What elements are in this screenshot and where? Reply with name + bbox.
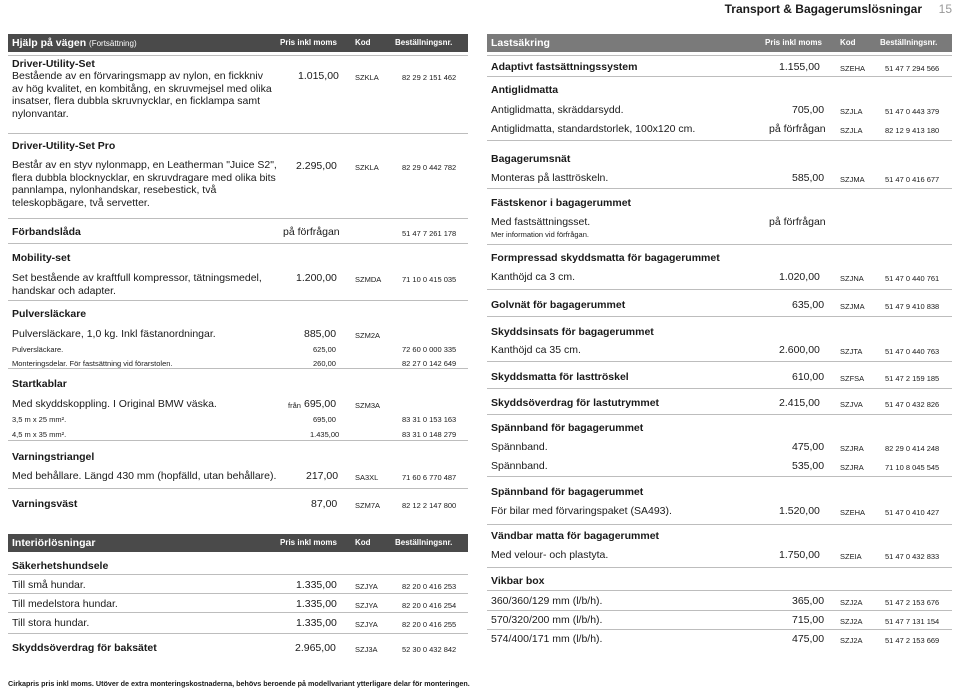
code: SZJ2A — [840, 617, 863, 626]
product-title: Driver-Utility-Set — [12, 58, 95, 70]
order-number: 82 29 0 414 248 — [885, 444, 940, 453]
product-title: Säkerhetshundsele — [12, 560, 109, 572]
price: på förfrågan — [769, 216, 826, 228]
product-line: 574/400/171 mm (l/b/h). — [491, 633, 603, 645]
code: SZJMA — [840, 302, 865, 311]
section-subtitle: (Fortsättning) — [89, 39, 137, 48]
price: 1.155,00 — [779, 61, 820, 73]
product-line: Antiglidmatta, skräddarsydd. — [491, 104, 624, 116]
product-line: 570/320/200 mm (l/b/h). — [491, 614, 603, 626]
col-header-code: Kod — [840, 38, 856, 47]
price: 1.335,00 — [296, 617, 337, 629]
code: SZJYA — [355, 601, 378, 610]
right-column — [487, 34, 952, 645]
footnote: Cirkapris pris inkl moms. Utöver de extra monteringskostnaderna, behövs beroende på modellvariant ytterligare delar för monteringen. — [8, 679, 470, 688]
code: SZJTA — [840, 347, 863, 356]
product-title: Golvnät för bagagerummet — [491, 299, 626, 311]
price: 695,00 — [304, 398, 337, 410]
price: 1.020,00 — [779, 271, 820, 283]
product-desc: Bestående av en förvaringsmapp av nylon, en fickkniv av hög kvalitet, en kombitång, en skruvmejsel med olika insatser, flera dubbla skruvnycklar, en ficklampa samt nylonvantar. — [12, 70, 272, 120]
product-title: Spännband för bagagerummet — [491, 422, 644, 434]
code: SZEIA — [840, 552, 862, 561]
page-number: 15 — [938, 2, 952, 16]
order-number: 82 29 2 151 462 — [402, 73, 457, 82]
code: SA3XL — [355, 473, 379, 482]
order-number: 82 29 0 442 782 — [402, 163, 457, 172]
col-header-price: Pris inkl moms — [280, 538, 337, 547]
price: 625,00 — [313, 345, 336, 354]
divider — [8, 300, 468, 301]
order-number: 51 47 7 294 566 — [885, 64, 940, 73]
product-desc: Med velour- och plastyta. — [491, 549, 609, 561]
order-number: 82 27 0 142 649 — [402, 359, 457, 368]
price: 535,00 — [792, 460, 825, 472]
price: 695,00 — [313, 415, 336, 424]
price: 1.200,00 — [296, 272, 337, 284]
section-title: Hjälp på vägen — [12, 37, 87, 49]
order-number: 51 47 0 440 761 — [885, 274, 940, 283]
price: 610,00 — [792, 371, 825, 383]
divider — [487, 140, 952, 141]
page-title: Transport & Bagagerumslösningar — [724, 2, 922, 16]
product-line: Pulversläckare. — [12, 345, 64, 354]
divider — [487, 244, 952, 245]
product-desc: Set bestående av kraftfull kompressor, tätningsmedel, handskar och adapter. — [12, 272, 262, 297]
divider — [8, 55, 468, 56]
code: SZJYA — [355, 582, 378, 591]
divider — [487, 76, 952, 77]
order-number: 51 47 7 131 154 — [885, 617, 940, 626]
product-title: Mobility-set — [12, 252, 71, 264]
product-desc: Kanthöjd ca 35 cm. — [491, 344, 581, 356]
order-number: 51 47 2 153 676 — [885, 598, 940, 607]
price: 365,00 — [792, 595, 825, 607]
price: 1.750,00 — [779, 549, 820, 561]
col-header-code: Kod — [355, 538, 371, 547]
order-number: 82 20 0 416 253 — [402, 582, 457, 591]
product-desc: Med behållare. Längd 430 mm (hopfälld, utan behållare). — [12, 470, 277, 482]
col-header-price: Pris inkl moms — [280, 38, 337, 47]
price: 2.600,00 — [779, 344, 820, 356]
product-line: 360/360/129 mm (l/b/h). — [491, 595, 603, 607]
code: SZJVA — [840, 400, 863, 409]
product-title: Skyddsöverdrag för baksätet — [12, 642, 157, 654]
product-title: Startkablar — [12, 378, 67, 390]
col-header-order: Beställningsnr. — [880, 38, 938, 47]
price: 217,00 — [306, 470, 339, 482]
product-title: Vikbar box — [491, 575, 545, 587]
divider — [8, 218, 468, 219]
divider — [487, 414, 952, 415]
order-number: 51 47 0 443 379 — [885, 107, 940, 116]
price: 1.435,00 — [310, 430, 340, 439]
code: SZJLA — [840, 107, 863, 116]
code: SZJRA — [840, 463, 864, 472]
order-number: 52 30 0 432 842 — [402, 645, 457, 654]
order-number: 72 60 0 000 335 — [402, 345, 457, 354]
price: 2.965,00 — [295, 642, 336, 654]
divider — [487, 476, 952, 477]
col-header-order: Beställningsnr. — [395, 538, 453, 547]
divider — [8, 574, 468, 575]
divider — [487, 610, 952, 611]
code: SZJYA — [355, 620, 378, 629]
product-line: Till små hundar. — [12, 579, 86, 591]
code: SZEHA — [840, 64, 866, 73]
divider — [487, 55, 952, 56]
page-header — [0, 0, 960, 22]
product-title: Antiglidmatta — [491, 84, 559, 96]
product-desc: Monteras på lasttröskeln. — [491, 172, 609, 184]
divider — [8, 243, 468, 244]
code: SZJ2A — [840, 636, 863, 645]
product-title: Fästskenor i bagagerummet — [491, 197, 632, 209]
order-number: 51 47 2 159 185 — [885, 374, 940, 383]
col-header-order: Beställningsnr. — [395, 38, 453, 47]
product-desc: Med fastsättningsset. — [491, 216, 591, 228]
price: 475,00 — [792, 633, 825, 645]
order-number: 51 47 2 153 669 — [885, 636, 940, 645]
col-header-price: Pris inkl moms — [765, 38, 822, 47]
col-header-code: Kod — [355, 38, 371, 47]
price: 87,00 — [311, 498, 338, 510]
price-prefix: från — [288, 401, 301, 410]
product-desc: Består av en styv nylonmapp, en Leatherman "Juice S2", flera dubbla blocknycklar, en skruvdragare med olika bits pannlampa, nylonhandskar, resebestick, två teleskopbägare, två servetter. — [12, 159, 277, 209]
product-title: Pulversläckare — [12, 308, 87, 320]
product-line: Spännband. — [491, 460, 548, 472]
product-title: Spännband för bagagerummet — [491, 486, 644, 498]
product-desc: För bilar med förvaringspaket (SA493). — [491, 505, 672, 517]
product-line: 4,5 m x 35 mm². — [12, 430, 67, 439]
divider — [8, 440, 468, 441]
product-title: Varningstriangel — [12, 451, 95, 463]
code: SZFSA — [840, 374, 865, 383]
product-line: Till medelstora hundar. — [12, 598, 118, 610]
product-line: Pulversläckare, 1,0 kg. Inkl fästanordningar. — [12, 328, 216, 340]
code: SZMDA — [355, 275, 382, 284]
price: 1.335,00 — [296, 598, 337, 610]
product-line: Till stora hundar. — [12, 617, 90, 629]
price: 705,00 — [792, 104, 825, 116]
code: SZJLA — [840, 126, 863, 135]
price: på förfrågan — [283, 226, 340, 238]
divider — [8, 593, 468, 594]
order-number: 83 31 0 153 163 — [402, 415, 457, 424]
order-number: 83 31 0 148 279 — [402, 430, 457, 439]
order-number: 51 47 9 410 838 — [885, 302, 940, 311]
order-number: 82 20 0 416 254 — [402, 601, 457, 610]
price: 1.520,00 — [779, 505, 820, 517]
divider — [487, 629, 952, 630]
price: 475,00 — [792, 441, 825, 453]
order-number: 82 20 0 416 255 — [402, 620, 457, 629]
price: 2.295,00 — [296, 160, 337, 172]
product-title: Skyddsinsats för bagagerummet — [491, 326, 654, 338]
order-number: 71 10 8 045 545 — [885, 463, 940, 472]
code: SZJNA — [840, 274, 864, 283]
product-line: Antiglidmatta, standardstorlek, 100x120 cm. — [491, 123, 696, 135]
code: SZKLA — [355, 73, 379, 82]
order-number: 82 12 2 147 800 — [402, 501, 457, 510]
code: SZEHA — [840, 508, 866, 517]
product-title: Driver-Utility-Set Pro — [12, 140, 116, 152]
code: SZM7A — [355, 501, 381, 510]
code: SZJMA — [840, 175, 865, 184]
product-line: Med skyddskoppling. I Original BMW väska. — [12, 398, 217, 410]
code: SZM3A — [355, 401, 381, 410]
price: 885,00 — [304, 328, 337, 340]
code: SZJRA — [840, 444, 864, 453]
price: 585,00 — [792, 172, 825, 184]
divider — [487, 361, 952, 362]
product-title: Förbandslåda — [12, 226, 81, 238]
product-title: Skyddsmatta för lasttröskel — [491, 371, 629, 383]
section-header-help — [8, 34, 468, 52]
order-number: 51 47 0 410 427 — [885, 508, 940, 517]
order-number: 51 47 0 432 826 — [885, 400, 940, 409]
product-line: 3,5 m x 25 mm². — [12, 415, 67, 424]
price: 1.015,00 — [298, 70, 339, 82]
price: 635,00 — [792, 299, 825, 311]
code: SZJ2A — [840, 598, 863, 607]
divider — [487, 590, 952, 591]
order-number: 51 47 0 416 677 — [885, 175, 940, 184]
product-title: Formpressad skyddsmatta för bagagerummet — [491, 252, 720, 264]
left-column — [8, 34, 468, 654]
divider — [8, 368, 468, 369]
price: 2.415,00 — [779, 397, 820, 409]
divider — [487, 316, 952, 317]
product-desc: Kanthöjd ca 3 cm. — [491, 271, 576, 283]
product-title: Varningsväst — [12, 498, 78, 510]
divider — [487, 567, 952, 568]
divider — [8, 612, 468, 613]
divider — [487, 289, 952, 290]
section-title: Lastsäkring — [491, 37, 550, 49]
divider — [8, 633, 468, 634]
divider — [487, 388, 952, 389]
product-line: Spännband. — [491, 441, 548, 453]
section-header-interior — [8, 534, 468, 552]
price: 260,00 — [313, 359, 336, 368]
product-title: Skyddsöverdrag för lastutrymmet — [491, 397, 660, 409]
divider — [487, 524, 952, 525]
product-line: Monteringsdelar. För fastsättning vid förarstolen. — [12, 359, 173, 368]
product-title: Bagagerumsnät — [491, 153, 571, 165]
order-number: 71 60 6 770 487 — [402, 473, 457, 482]
product-note: Mer information vid förfrågan. — [491, 230, 589, 239]
code: SZM2A — [355, 331, 381, 340]
order-number: 51 47 0 440 763 — [885, 347, 940, 356]
divider — [8, 133, 468, 134]
section-header-lastsakring — [487, 34, 952, 52]
section-title: Interiörlösningar — [12, 537, 96, 549]
price: 1.335,00 — [296, 579, 337, 591]
code: SZJ3A — [355, 645, 378, 654]
divider — [8, 488, 468, 489]
order-number: 51 47 7 261 178 — [402, 229, 457, 238]
code: SZKLA — [355, 163, 379, 172]
price: på förfrågan — [769, 123, 826, 135]
divider — [487, 188, 952, 189]
order-number: 51 47 0 432 833 — [885, 552, 940, 561]
product-title: Vändbar matta för bagagerummet — [491, 530, 660, 542]
price: 715,00 — [792, 614, 825, 626]
order-number: 82 12 9 413 180 — [885, 126, 940, 135]
product-title: Adaptivt fastsättningssystem — [491, 61, 638, 73]
order-number: 71 10 0 415 035 — [402, 275, 457, 284]
